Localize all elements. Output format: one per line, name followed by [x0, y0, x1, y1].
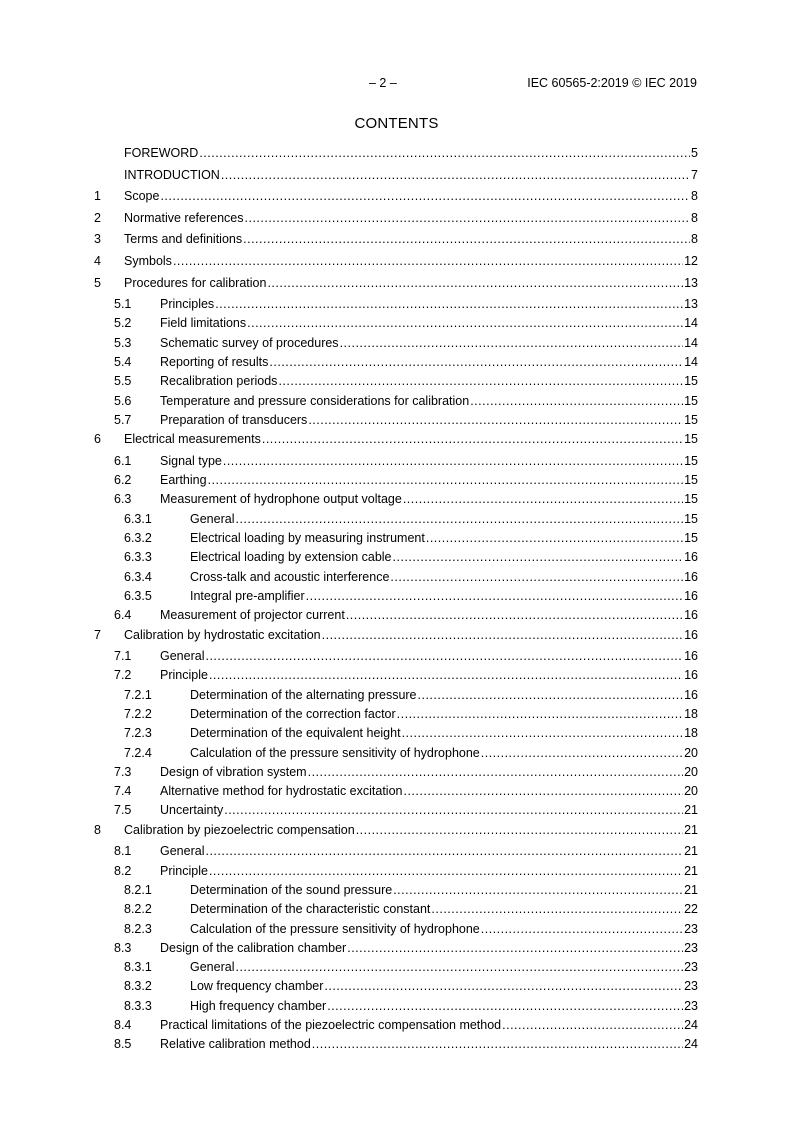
- toc-entry-page: 20: [684, 745, 698, 760]
- toc-entry-label: Earthing: [160, 473, 207, 488]
- toc-entry[interactable]: [94, 189, 698, 211]
- toc-leader-dots: [347, 941, 683, 955]
- toc-entry-label: Determination of the characteristic constant: [190, 902, 431, 917]
- toc-entry-number: 5.3: [114, 335, 132, 350]
- toc-entry-number: 3: [94, 232, 101, 247]
- toc-entry-page: 18: [684, 726, 698, 741]
- toc-leader-dots: [278, 374, 683, 388]
- toc-entry-number: 5.6: [114, 393, 132, 408]
- toc-entry-page: 15: [684, 432, 698, 447]
- toc-entry-number: 6.3.5: [124, 588, 152, 603]
- toc-entry-label: Procedures for calibration: [124, 275, 267, 290]
- toc-leader-dots: [245, 211, 691, 225]
- toc-entry-label: Uncertainty: [160, 803, 224, 818]
- toc-entry-page: 16: [684, 588, 698, 603]
- toc-entry-label: Measurement of hydrophone output voltage: [160, 492, 402, 507]
- toc-entry[interactable]: [94, 1037, 698, 1056]
- toc-entry-label: Principle: [160, 668, 208, 683]
- toc-entry-label: Symbols: [124, 253, 172, 268]
- page-number: – 2 –: [369, 76, 397, 90]
- toc-entry-label: Determination of the alternating pressure: [190, 687, 417, 702]
- toc-entry[interactable]: [94, 316, 698, 335]
- toc-entry-page: 15: [684, 492, 698, 507]
- toc-entry-number: 7.2.2: [124, 706, 152, 721]
- toc-entry-number: 2: [94, 210, 101, 225]
- contents-title: CONTENTS: [354, 115, 439, 132]
- toc-entry-page: 5: [691, 146, 698, 160]
- toc-entry-page: 13: [684, 275, 698, 290]
- toc-leader-dots: [208, 473, 684, 487]
- toc-leader-dots: [431, 902, 683, 916]
- toc-entry-page: 23: [684, 960, 698, 975]
- toc-entry-number: 5.7: [114, 412, 132, 427]
- toc-entry-page: 24: [684, 1037, 698, 1052]
- toc-leader-dots: [403, 492, 683, 506]
- toc-entry-number: 5.4: [114, 355, 132, 370]
- toc-entry-page: 16: [684, 569, 698, 584]
- toc-entry[interactable]: [94, 803, 698, 822]
- toc-entry-label: Design of vibration system: [160, 764, 307, 779]
- toc-leader-dots: [224, 803, 683, 817]
- toc-entry[interactable]: [94, 211, 698, 233]
- toc-entry-page: 16: [684, 687, 698, 702]
- toc-entry-number: 1: [94, 189, 101, 204]
- toc-leader-dots: [306, 589, 683, 603]
- toc-leader-dots: [502, 1018, 683, 1032]
- toc-leader-dots: [327, 999, 683, 1013]
- toc-leader-dots: [393, 550, 684, 564]
- toc-entry-label: Alternative method for hydrostatic excitation: [160, 784, 403, 799]
- toc-entry-page: 15: [684, 473, 698, 488]
- toc-entry-label: Temperature and pressure considerations for calibration: [160, 393, 470, 408]
- toc-entry-page: 8: [691, 210, 698, 225]
- toc-entry-page: 15: [684, 412, 698, 427]
- toc-entry-page: 16: [684, 608, 698, 623]
- toc-entry-page: 7: [691, 167, 698, 182]
- toc-entry-number: 5.1: [114, 297, 132, 312]
- toc-entry-number: 5.2: [114, 316, 132, 331]
- toc-entry[interactable]: [94, 254, 698, 276]
- toc-entry[interactable]: [94, 608, 698, 627]
- toc-entry-number: 7.2.3: [124, 726, 152, 741]
- toc-entry-label: Terms and definitions: [124, 232, 243, 247]
- toc-leader-dots: [215, 297, 683, 311]
- toc-entry[interactable]: [94, 570, 698, 589]
- toc-entry-label: General: [160, 844, 205, 859]
- toc-entry-page: 15: [684, 374, 698, 389]
- toc-entry-page: 16: [684, 550, 698, 565]
- toc-entry-label: Cross-talk and acoustic interference: [190, 569, 390, 584]
- toc-entry-number: 7.5: [114, 803, 132, 818]
- toc-entry[interactable]: [94, 844, 698, 863]
- toc-entry-label: Calibration by piezoelectric compensation: [124, 822, 355, 837]
- toc-entry-page: 23: [684, 921, 698, 936]
- toc-entry-number: 8.2.2: [124, 902, 152, 917]
- toc-entry-label: General: [190, 511, 235, 526]
- toc-entry-page: 15: [684, 531, 698, 546]
- toc-entry-label: General: [190, 960, 235, 975]
- toc-entry-label: Calculation of the pressure sensitivity of hydrophone: [190, 745, 480, 760]
- toc-entry-page: 21: [684, 822, 698, 837]
- table-of-contents: [94, 146, 698, 1057]
- toc-leader-dots: [312, 1037, 683, 1051]
- toc-leader-dots: [262, 432, 683, 446]
- toc-entry[interactable]: [94, 168, 698, 190]
- toc-leader-dots: [308, 765, 684, 779]
- toc-entry-label: Normative references: [124, 210, 244, 225]
- toc-entry-number: 6.3: [114, 492, 132, 507]
- toc-leader-dots: [308, 413, 683, 427]
- toc-entry-number: 6.4: [114, 608, 132, 623]
- toc-entry-number: 5: [94, 275, 101, 290]
- toc-entry-page: 12: [684, 253, 698, 268]
- toc-entry-number: 6.3.1: [124, 511, 152, 526]
- toc-leader-dots: [205, 844, 683, 858]
- toc-entry-label: INTRODUCTION: [124, 167, 220, 182]
- toc-entry-page: 21: [684, 882, 698, 897]
- toc-entry[interactable]: [94, 432, 698, 454]
- toc-entry-page: 20: [684, 764, 698, 779]
- toc-entry-page: 24: [684, 1018, 698, 1033]
- toc-entry[interactable]: [94, 979, 698, 998]
- toc-entry-number: 6.3.2: [124, 531, 152, 546]
- document-id: IEC 60565-2:2019 © IEC 2019: [527, 76, 697, 90]
- toc-entry-page: 18: [684, 706, 698, 721]
- toc-leader-dots: [346, 608, 683, 622]
- toc-leader-dots: [235, 960, 683, 974]
- toc-entry-page: 15: [684, 393, 698, 408]
- toc-entry-label: Determination of the sound pressure: [190, 882, 393, 897]
- toc-entry-number: 8.2.3: [124, 921, 152, 936]
- toc-entry[interactable]: [94, 492, 698, 511]
- toc-entry[interactable]: [94, 902, 698, 921]
- toc-entry-number: 8.3.1: [124, 960, 152, 975]
- toc-entry-number: 7.2.4: [124, 745, 152, 760]
- toc-entry-label: Determination of the correction factor: [190, 706, 396, 721]
- toc-entry-page: 16: [684, 649, 698, 664]
- toc-entry-number: 8.3: [114, 940, 132, 955]
- toc-entry[interactable]: [94, 668, 698, 687]
- toc-leader-dots: [418, 688, 684, 702]
- toc-entry[interactable]: [94, 146, 698, 168]
- toc-entry-number: 5.5: [114, 374, 132, 389]
- toc-entry-label: Design of the calibration chamber: [160, 940, 347, 955]
- toc-entry[interactable]: [94, 746, 698, 765]
- toc-entry[interactable]: [94, 473, 698, 492]
- toc-entry-page: 14: [684, 335, 698, 350]
- toc-leader-dots: [160, 189, 690, 203]
- toc-leader-dots: [393, 883, 683, 897]
- toc-entry-label: Electrical loading by measuring instrument: [190, 531, 425, 546]
- toc-entry[interactable]: [94, 589, 698, 608]
- toc-entry[interactable]: [94, 531, 698, 550]
- toc-entry-number: 8.1: [114, 844, 132, 859]
- toc-entry[interactable]: [94, 707, 698, 726]
- toc-entry-page: 16: [684, 668, 698, 683]
- toc-leader-dots: [269, 355, 683, 369]
- toc-leader-dots: [209, 864, 683, 878]
- toc-entry-label: Integral pre-amplifier: [190, 588, 305, 603]
- toc-entry-page: 21: [684, 844, 698, 859]
- toc-leader-dots: [426, 531, 683, 545]
- toc-entry[interactable]: [94, 550, 698, 569]
- toc-entry-page: 20: [684, 784, 698, 799]
- toc-leader-dots: [247, 316, 683, 330]
- toc-entry-number: 4: [94, 253, 101, 268]
- toc-entry[interactable]: [94, 765, 698, 784]
- toc-leader-dots: [390, 570, 683, 584]
- toc-entry-number: 7.2.1: [124, 687, 152, 702]
- toc-entry[interactable]: [94, 883, 698, 902]
- toc-entry-label: Recalibration periods: [160, 374, 278, 389]
- toc-entry-number: 7.4: [114, 784, 132, 799]
- toc-entry-page: 16: [684, 627, 698, 642]
- toc-entry[interactable]: [94, 232, 698, 254]
- toc-entry-page: 15: [684, 453, 698, 468]
- toc-entry-number: 8.3.3: [124, 998, 152, 1013]
- toc-entry[interactable]: [94, 413, 698, 432]
- toc-entry[interactable]: [94, 394, 698, 413]
- toc-entry-number: 6: [94, 432, 101, 447]
- toc-entry-number: 8.2: [114, 863, 132, 878]
- toc-entry-label: Low frequency chamber: [190, 979, 324, 994]
- toc-entry-label: Measurement of projector current: [160, 608, 345, 623]
- toc-leader-dots: [199, 146, 690, 160]
- toc-entry-number: 6.3.4: [124, 569, 152, 584]
- toc-leader-dots: [403, 784, 683, 798]
- toc-entry[interactable]: [94, 276, 698, 298]
- toc-entry[interactable]: [94, 374, 698, 393]
- toc-entry-label: Scope: [124, 189, 160, 204]
- toc-entry-page: 8: [691, 232, 698, 247]
- toc-entry-number: 6.2: [114, 473, 132, 488]
- toc-entry-label: General: [160, 649, 205, 664]
- toc-entry-page: 23: [684, 998, 698, 1013]
- toc-leader-dots: [243, 232, 690, 246]
- toc-leader-dots: [324, 979, 683, 993]
- toc-entry-page: 13: [684, 297, 698, 312]
- toc-leader-dots: [205, 649, 683, 663]
- toc-leader-dots: [402, 726, 684, 740]
- toc-entry-number: 8.5: [114, 1037, 132, 1052]
- toc-entry[interactable]: [94, 784, 698, 803]
- toc-entry-number: 7.2: [114, 668, 132, 683]
- toc-leader-dots: [235, 512, 683, 526]
- toc-entry-number: 7.1: [114, 649, 132, 664]
- toc-entry-page: 23: [684, 940, 698, 955]
- toc-entry-page: 14: [684, 316, 698, 331]
- toc-entry-page: 15: [684, 511, 698, 526]
- toc-entry[interactable]: [94, 726, 698, 745]
- toc-entry[interactable]: [94, 999, 698, 1018]
- toc-entry-label: Electrical loading by extension cable: [190, 550, 392, 565]
- toc-entry[interactable]: [94, 864, 698, 883]
- toc-leader-dots: [267, 276, 683, 290]
- toc-leader-dots: [356, 823, 683, 837]
- toc-entry-number: 8.4: [114, 1018, 132, 1033]
- toc-entry[interactable]: [94, 355, 698, 374]
- toc-entry[interactable]: [94, 823, 698, 845]
- toc-entry-label: Relative calibration method: [160, 1037, 311, 1052]
- toc-entry[interactable]: [94, 922, 698, 941]
- toc-entry[interactable]: [94, 688, 698, 707]
- toc-entry-page: 8: [691, 189, 698, 204]
- toc-entry[interactable]: [94, 512, 698, 531]
- toc-entry[interactable]: [94, 1018, 698, 1037]
- toc-entry-page: 23: [684, 979, 698, 994]
- toc-entry-label: Practical limitations of the piezoelectric compensation method: [160, 1018, 502, 1033]
- toc-entry-label: Principles: [160, 297, 215, 312]
- toc-entry[interactable]: [94, 649, 698, 668]
- toc-entry-label: Principle: [160, 863, 208, 878]
- toc-entry-label: Preparation of transducers: [160, 412, 308, 427]
- toc-entry-label: Reporting of results: [160, 355, 269, 370]
- toc-leader-dots: [481, 746, 683, 760]
- toc-entry-label: FOREWORD: [124, 146, 199, 160]
- toc-leader-dots: [322, 628, 683, 642]
- toc-entry-number: 8.2.1: [124, 882, 152, 897]
- toc-entry-number: 6.1: [114, 453, 132, 468]
- toc-entry-label: Signal type: [160, 453, 222, 468]
- toc-entry[interactable]: [94, 454, 698, 473]
- toc-leader-dots: [340, 336, 684, 350]
- toc-entry-label: Schematic survey of procedures: [160, 335, 339, 350]
- toc-leader-dots: [470, 394, 683, 408]
- toc-entry-label: Calibration by hydrostatic excitation: [124, 627, 321, 642]
- toc-leader-dots: [209, 668, 683, 682]
- toc-entry-page: 14: [684, 355, 698, 370]
- toc-entry-label: Field limitations: [160, 316, 247, 331]
- toc-entry[interactable]: [94, 628, 698, 650]
- toc-entry[interactable]: [94, 336, 698, 355]
- toc-leader-dots: [221, 168, 690, 182]
- toc-leader-dots: [481, 922, 683, 936]
- toc-entry[interactable]: [94, 941, 698, 960]
- toc-leader-dots: [397, 707, 683, 721]
- toc-entry-label: Calculation of the pressure sensitivity of hydrophone: [190, 921, 480, 936]
- toc-entry-page: 21: [684, 803, 698, 818]
- toc-entry-number: 8: [94, 822, 101, 837]
- toc-entry-label: Determination of the equivalent height: [190, 726, 401, 741]
- toc-entry-number: 7.3: [114, 764, 132, 779]
- toc-entry-page: 22: [684, 902, 698, 917]
- toc-leader-dots: [173, 254, 683, 268]
- toc-entry-label: High frequency chamber: [190, 998, 327, 1013]
- toc-entry[interactable]: [94, 960, 698, 979]
- toc-entry-page: 21: [684, 863, 698, 878]
- toc-leader-dots: [223, 454, 683, 468]
- toc-entry-number: 8.3.2: [124, 979, 152, 994]
- toc-entry-number: 7: [94, 627, 101, 642]
- toc-entry-label: Electrical measurements: [124, 432, 261, 447]
- toc-entry-number: 6.3.3: [124, 550, 152, 565]
- toc-entry[interactable]: [94, 297, 698, 316]
